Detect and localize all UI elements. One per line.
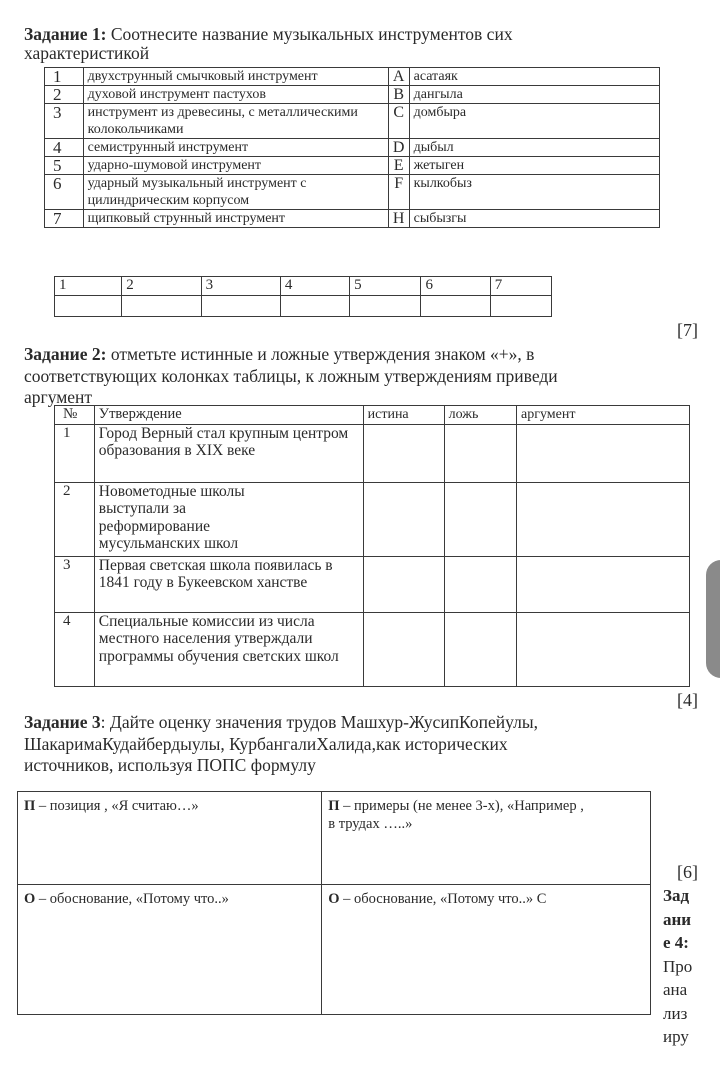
true-cell[interactable] bbox=[363, 556, 444, 612]
row-number: 3 bbox=[45, 104, 84, 139]
task4-fragment bbox=[663, 884, 703, 1049]
task2-text-line2: соответствующих колонках таблицы, к ложным утверждениям приведи bbox=[24, 365, 558, 386]
row-number: 4 bbox=[45, 139, 84, 157]
task4-label-line: е 4: bbox=[663, 933, 689, 952]
row-letter: E bbox=[388, 157, 409, 175]
task2-text-line3: аргумент bbox=[24, 387, 93, 407]
task1-text-line2: характеристикой bbox=[24, 43, 150, 63]
table-row bbox=[45, 210, 660, 228]
task3-score: [6] bbox=[677, 862, 698, 882]
header-number: № bbox=[55, 406, 95, 425]
table-row bbox=[45, 86, 660, 104]
task1-score: [7] bbox=[677, 320, 698, 340]
false-cell[interactable] bbox=[444, 424, 516, 482]
pops-examples-cell[interactable] bbox=[322, 792, 651, 885]
task3-pops-table bbox=[17, 791, 651, 1015]
answer-header: 1 bbox=[55, 277, 122, 296]
pops-prompt: – примеры (не менее 3-х), «Например , в трудах …..» bbox=[328, 798, 584, 832]
instrument-name: кылкобыз bbox=[409, 175, 659, 210]
table-row bbox=[55, 556, 690, 612]
header-argument: аргумент bbox=[517, 406, 690, 425]
task3-text-line3: источников, используя ПОПС формулу bbox=[24, 755, 316, 775]
row-number: 4 bbox=[55, 612, 95, 686]
instrument-description: ударный музыкальный инструмент с цилиндрическим корпусом bbox=[83, 175, 388, 210]
task2-heading bbox=[24, 344, 684, 409]
true-cell[interactable] bbox=[363, 424, 444, 482]
table-row bbox=[55, 482, 690, 556]
argument-cell[interactable] bbox=[517, 424, 690, 482]
header-true: истина bbox=[363, 406, 444, 425]
instrument-name: асатаяк bbox=[409, 68, 659, 86]
task2-text: отметьте истинные и ложные утверждения знаком «+», в bbox=[106, 344, 535, 364]
answer-cell[interactable] bbox=[490, 296, 551, 317]
row-number: 1 bbox=[55, 424, 95, 482]
pops-letter: О bbox=[24, 891, 36, 907]
pops-justification-cell[interactable] bbox=[322, 885, 651, 1015]
false-cell[interactable] bbox=[444, 556, 516, 612]
argument-cell[interactable] bbox=[517, 556, 690, 612]
task2-label: Задание 2: bbox=[24, 344, 107, 364]
row-letter: F bbox=[388, 175, 409, 210]
task4-text-line: лиз bbox=[663, 1003, 688, 1023]
statement-text: Город Верный стал крупным центром образования в XIX веке bbox=[94, 424, 363, 482]
task3-label: Задание 3 bbox=[24, 712, 101, 732]
instrument-description: двухструнный смычковый инструмент bbox=[83, 68, 388, 86]
instrument-description: духовой инструмент пастухов bbox=[83, 86, 388, 104]
task3-heading bbox=[24, 712, 684, 777]
header-statement: Утверждение bbox=[94, 406, 363, 425]
statement-text: Новометодные школы выступали за реформирование мусульманских школ bbox=[94, 482, 363, 556]
answer-header: 7 bbox=[490, 277, 551, 296]
false-cell[interactable] bbox=[444, 612, 516, 686]
row-number: 2 bbox=[45, 86, 84, 104]
instrument-name: домбыра bbox=[409, 104, 659, 139]
task4-text-line: Про bbox=[663, 956, 693, 976]
pops-letter: П bbox=[328, 798, 340, 814]
answer-header: 4 bbox=[280, 277, 349, 296]
answer-header-row bbox=[55, 277, 552, 296]
task1-heading bbox=[24, 25, 684, 63]
answer-cell[interactable] bbox=[55, 296, 122, 317]
row-letter: B bbox=[388, 86, 409, 104]
answer-cell[interactable] bbox=[201, 296, 280, 317]
table-row bbox=[45, 157, 660, 175]
answer-cell[interactable] bbox=[280, 296, 349, 317]
row-number: 2 bbox=[55, 482, 95, 556]
row-number: 3 bbox=[55, 556, 95, 612]
task3-text: : Дайте оценку значения трудов Машхур-ЖусипКопейулы, bbox=[100, 712, 538, 732]
answer-header: 2 bbox=[122, 277, 201, 296]
row-number: 1 bbox=[45, 68, 84, 86]
false-cell[interactable] bbox=[444, 482, 516, 556]
statement-text: Специальные комиссии из числа местного населения утверждали программы обучения светских школ bbox=[94, 612, 363, 686]
task4-text-line: ана bbox=[663, 980, 688, 999]
pops-justification-cell[interactable] bbox=[18, 885, 322, 1015]
table-row bbox=[45, 175, 660, 210]
argument-cell[interactable] bbox=[517, 482, 690, 556]
row-number: 6 bbox=[45, 175, 84, 210]
instrument-name: жетыген bbox=[409, 157, 659, 175]
row-letter: H bbox=[388, 210, 409, 228]
task1-answer-grid bbox=[54, 276, 552, 317]
table-row bbox=[55, 424, 690, 482]
answer-cell[interactable] bbox=[421, 296, 490, 317]
row-letter: A bbox=[388, 68, 409, 86]
task4-text-line: иру bbox=[663, 1027, 689, 1046]
instrument-name: дангыла bbox=[409, 86, 659, 104]
answer-header: 6 bbox=[421, 277, 490, 296]
task1-label: Задание 1: bbox=[24, 24, 107, 44]
row-number: 5 bbox=[45, 157, 84, 175]
row-letter: D bbox=[388, 139, 409, 157]
true-cell[interactable] bbox=[363, 482, 444, 556]
row-number: 7 bbox=[45, 210, 84, 228]
pops-row bbox=[18, 792, 651, 885]
answer-header: 5 bbox=[350, 277, 421, 296]
task1-matching-table bbox=[44, 67, 660, 228]
statement-text: Первая светская школа появилась в 1841 году в Букеевском ханстве bbox=[94, 556, 363, 612]
table-row bbox=[45, 104, 660, 139]
task1-text: Соотнесите название музыкальных инструментов сих bbox=[106, 24, 513, 44]
pops-prompt: – обоснование, «Потому что..» С bbox=[339, 891, 547, 907]
answer-header: 3 bbox=[201, 277, 280, 296]
row-letter: C bbox=[388, 104, 409, 139]
task2-score: [4] bbox=[677, 690, 698, 710]
pops-prompt: – обоснование, «Потому что..» bbox=[35, 891, 229, 907]
task3-text-line2: ШакаримаКудайбердыулы, КурбангалиХалида,как исторических bbox=[24, 733, 508, 754]
task4-label-line: ани bbox=[663, 909, 692, 929]
pops-position-cell[interactable] bbox=[18, 792, 322, 885]
instrument-name: сыбызгы bbox=[409, 210, 659, 228]
table-row bbox=[45, 139, 660, 157]
instrument-name: дыбыл bbox=[409, 139, 659, 157]
header-false: ложь bbox=[444, 406, 516, 425]
side-scroll-handle[interactable] bbox=[706, 560, 720, 678]
true-cell[interactable] bbox=[363, 612, 444, 686]
instrument-description: щипковый струнный инструмент bbox=[83, 210, 388, 228]
answer-input-row bbox=[55, 296, 552, 317]
table-row bbox=[55, 612, 690, 686]
task4-label-line: Зад bbox=[663, 886, 690, 905]
pops-letter: О bbox=[328, 891, 340, 907]
instrument-description: ударно-шумовой инструмент bbox=[83, 157, 388, 175]
instrument-description: инструмент из древесины, с металлическими колокольчиками bbox=[83, 104, 388, 139]
pops-row bbox=[18, 885, 651, 1015]
pops-prompt: – позиция , «Я считаю…» bbox=[35, 798, 199, 814]
instrument-description: семиструнный инструмент bbox=[83, 139, 388, 157]
argument-cell[interactable] bbox=[517, 612, 690, 686]
pops-letter: П bbox=[24, 798, 36, 814]
header-row bbox=[55, 406, 690, 425]
answer-cell[interactable] bbox=[350, 296, 421, 317]
answer-cell[interactable] bbox=[122, 296, 201, 317]
task2-statements-table bbox=[54, 405, 690, 687]
table-row bbox=[45, 68, 660, 86]
